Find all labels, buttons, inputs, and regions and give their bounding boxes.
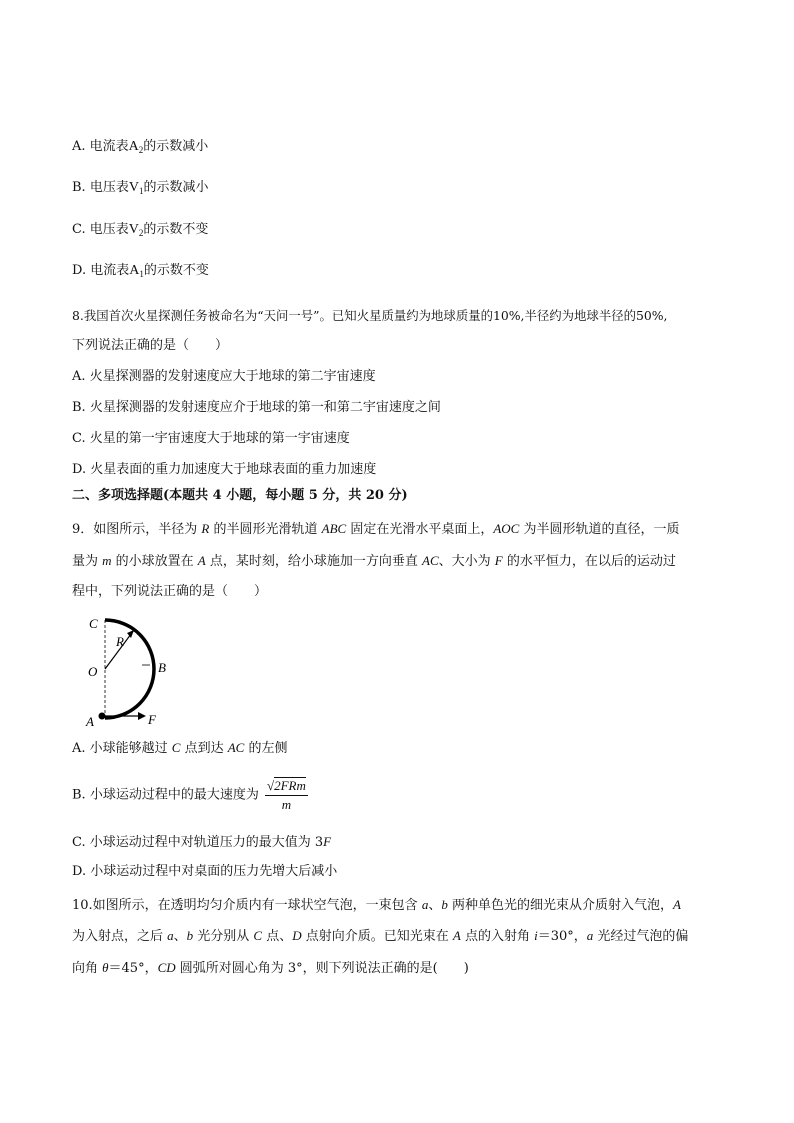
q8-stem-line2: 下列说法正确的是（ ） — [72, 338, 229, 353]
q9-stem-line2: 量为 m 的小球放置在 A 点，某时刻，给小球施加一方向垂直 AC、大小为 F 的水平恒力，在以后的运动过 — [72, 553, 676, 569]
label-a: A — [86, 714, 94, 729]
q9-option-c: C. 小球运动过程中对轨道压力的最大值为 3F — [72, 834, 332, 850]
max-speed-fraction: $\frac{\text{√2FRm}}{m}$ — [266, 778, 306, 812]
label-c: C — [89, 616, 98, 631]
q10-stem-line3: 向角 θ＝45°，CD 圆弧所对圆心角为 3°，则下列说法正确的是( ) — [72, 960, 469, 976]
q7-option-a: A. 电流表$A_2$的示数减小 — [72, 139, 209, 155]
label-b: B — [158, 660, 166, 675]
radius-arrowhead — [127, 630, 134, 638]
q7-option-c: C. 电压表$V_2$的示数不变 — [72, 222, 209, 238]
label-r: R — [116, 634, 124, 649]
q9-option-b: B. 小球运动过程中的最大速度为 $\frac{\text{√2FRm}}{m}$ — [72, 778, 306, 812]
force-arrowhead — [138, 712, 146, 720]
q8-option-a: A. 火星探测器的发射速度应大于地球的第二宇宙速度 — [72, 369, 376, 384]
q8-option-c: C. 火星的第一宇宙速度大于地球的第一宇宙速度 — [72, 431, 350, 446]
q10-stem-line1: 10.如图所示，在透明均匀介质内有一球状空气泡，一束包含 a、b 两种单色光的细光束从介质射入气泡，A — [72, 897, 681, 913]
q8-stem-line1: 8.我国首次火星探测任务被命名为“天问一号”。已知火星质量约为地球质量的10%,半径约为地球半径的50%, — [72, 308, 668, 323]
q9-figure — [80, 612, 180, 732]
q10-stem-line2: 为入射点，之后 a、b 光分别从 C 点、D 点射向介质。已知光束在 A 点的入射角 i＝30°，a 光经过气泡的偏 — [72, 928, 689, 944]
q7-option-d: D. 电流表$A_1$的示数不变 — [72, 263, 209, 279]
q8-option-d: D. 火星表面的重力加速度大于地球表面的重力加速度 — [72, 462, 377, 477]
q8-option-b: B. 火星探测器的发射速度应介于地球的第一和第二宇宙速度之间 — [72, 400, 441, 415]
label-o: O — [88, 664, 98, 679]
q9-stem-line1: 9．如图所示，半径为 R 的半圆形光滑轨道 ABC 固定在光滑水平桌面上，AOC 为半圆形轨道的直径，一质 — [72, 521, 680, 537]
q7-option-b: B. 电压表$V_1$的示数减小 — [72, 180, 209, 196]
section-title: 二、多项选择题(本题共 4 小题，每小题 5 分，共 20 分) — [72, 488, 408, 503]
ball — [99, 713, 106, 720]
q9-option-a: A. 小球能够越过 C 点到达 AC 的左侧 — [72, 740, 288, 756]
label-f: F — [148, 712, 156, 727]
q9-stem-line3: 程中，下列说法正确的是（ ） — [72, 584, 268, 599]
q9-option-d: D. 小球运动过程中对桌面的压力先增大后减小 — [72, 864, 338, 879]
